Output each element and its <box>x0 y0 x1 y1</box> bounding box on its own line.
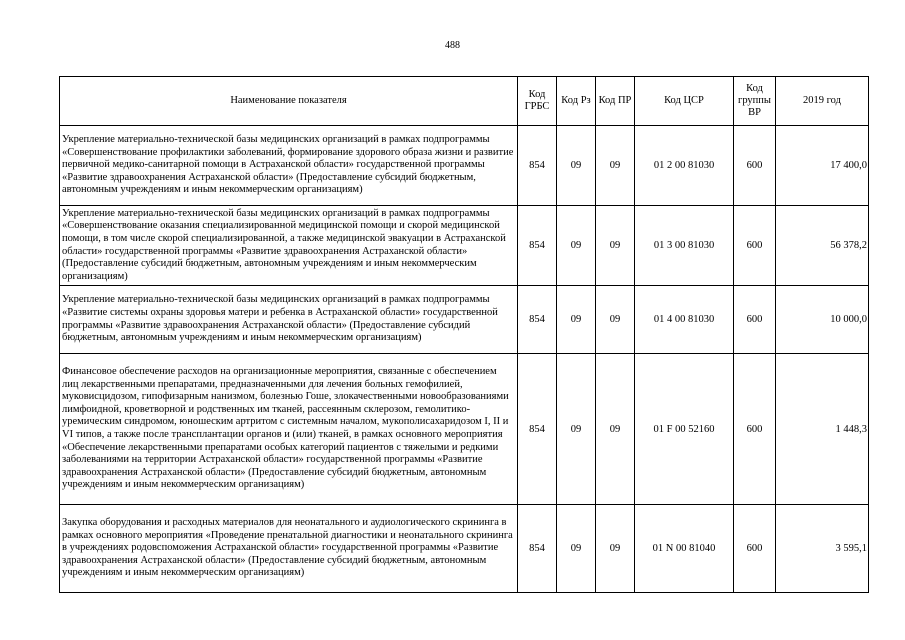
cell-csr: 01 F 00 52160 <box>635 354 734 505</box>
cell-rz: 09 <box>557 126 596 206</box>
cell-grbs: 854 <box>518 206 557 286</box>
table-row <box>60 206 869 286</box>
cell-rz: 09 <box>557 505 596 593</box>
cell-name: Закупка оборудования и расходных материалов для неонатального и аудиологического скрининга в рамках основного мероприятия «Проведение пренатальной диагностики и неонатального скрининга в учреждениях родовспоможения Астраханской области» государственной программы «Развитие здравоохранения Астраханской области» (Предоставление субсидий бюджетным, автономным учреждениям и иным некоммерческим организациям) <box>60 505 518 593</box>
cell-amount: 3 595,1 <box>776 505 869 593</box>
table-row <box>60 354 869 505</box>
cell-amount: 17 400,0 <box>776 126 869 206</box>
cell-vr: 600 <box>734 206 776 286</box>
header-rz: Код Рз <box>557 77 596 126</box>
header-csr: Код ЦСР <box>635 77 734 126</box>
page-number: 488 <box>445 40 460 51</box>
cell-pr: 09 <box>596 505 635 593</box>
cell-vr: 600 <box>734 126 776 206</box>
cell-grbs: 854 <box>518 354 557 505</box>
cell-csr: 01 N 00 81040 <box>635 505 734 593</box>
cell-vr: 600 <box>734 286 776 354</box>
cell-pr: 09 <box>596 206 635 286</box>
header-pr: Код ПР <box>596 77 635 126</box>
cell-csr: 01 4 00 81030 <box>635 286 734 354</box>
cell-vr: 600 <box>734 505 776 593</box>
header-year: 2019 год <box>776 77 869 126</box>
cell-name: Укрепление материально-технической базы медицинских организаций в рамках подпрограммы «Совершенствование оказания специализированной медицинской помощи и скорой медицинской помощи, в том числе скорой специализированной, а также медицинской эвакуации в Астраханской области» государственной программы «Развитие здравоохранения Астраханской области» (Предоставление субсидий бюджетным, автономным учреждениям и иным некоммерческим организациям) <box>60 206 518 286</box>
cell-name: Финансовое обеспечение расходов на организационные мероприятия, связанные с обеспечением лиц лекарственными препаратами, предназначенными для лечения больных гемофилией, муковисцидозом, гипофизарным нанизмом, болезнью Гоше, злокачественными новообразованиями лимфоидной, кроветворной и родственных им тканей, рассеянным склерозом, гемолитико-уремическим синдромом, юношеским артритом с системным началом, мукополисахаридозом I, II и VI типов, а также после трансплантации органов и (или) тканей, в рамках основного мероприятия «Обеспечение лекарственными препаратами особых категорий пациентов с тяжелыми и редкими заболеваниями на территории Астраханской области» государственной программы «Развитие здравоохранения Астраханской области» (Предоставление субсидий бюджетным, автономным учреждениям и иным некоммерческим организациям) <box>60 354 518 505</box>
cell-rz: 09 <box>557 354 596 505</box>
cell-grbs: 854 <box>518 505 557 593</box>
cell-csr: 01 3 00 81030 <box>635 206 734 286</box>
cell-name: Укрепление материально-технической базы медицинских организаций в рамках подпрограммы «Совершенствование профилактики заболеваний, формирование здорового образа жизни и развитие первичной медико-санитарной помощи в Астраханской области» государственной программы «Развитие здравоохранения Астраханской области» (Предоставление субсидий бюджетным, автономным учреждениям и иным некоммерческим организациям) <box>60 126 518 206</box>
cell-pr: 09 <box>596 354 635 505</box>
cell-amount: 56 378,2 <box>776 206 869 286</box>
cell-csr: 01 2 00 81030 <box>635 126 734 206</box>
header-grbs: Код ГРБС <box>518 77 557 126</box>
table-row <box>60 126 869 206</box>
cell-amount: 1 448,3 <box>776 354 869 505</box>
cell-amount: 10 000,0 <box>776 286 869 354</box>
table-row <box>60 505 869 593</box>
header-vr: Код группы ВР <box>734 77 776 126</box>
cell-rz: 09 <box>557 286 596 354</box>
cell-vr: 600 <box>734 354 776 505</box>
table-header-row <box>60 77 869 126</box>
header-name: Наименование показателя <box>60 77 518 126</box>
table-row <box>60 286 869 354</box>
cell-rz: 09 <box>557 206 596 286</box>
cell-name: Укрепление материально-технической базы медицинских организаций в рамках подпрограммы «Развитие системы охраны здоровья матери и ребенка в Астраханской области» государственной программы «Развитие здравоохранения Астраханской области» (Предоставление субсидий бюджетным, автономным учреждениям и иным некоммерческим организациям) <box>60 286 518 354</box>
cell-pr: 09 <box>596 286 635 354</box>
cell-grbs: 854 <box>518 126 557 206</box>
budget-table <box>59 76 869 593</box>
cell-pr: 09 <box>596 126 635 206</box>
cell-grbs: 854 <box>518 286 557 354</box>
